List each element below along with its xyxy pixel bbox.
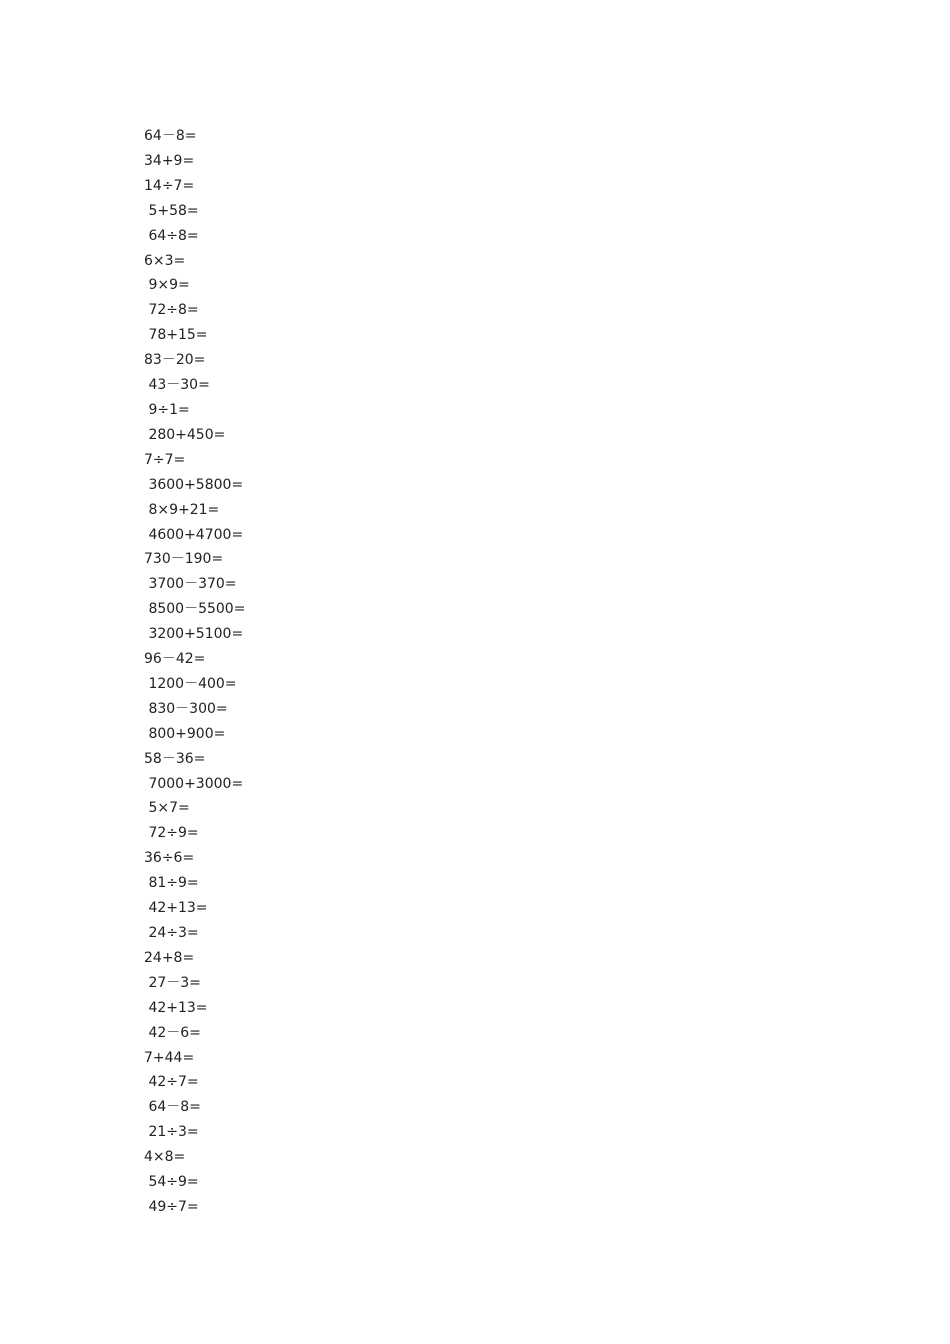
- arithmetic-problem: 42－6=: [144, 1024, 201, 1041]
- arithmetic-problem: 3200+5100=: [144, 626, 244, 643]
- arithmetic-problem: 54÷9=: [144, 1174, 199, 1191]
- arithmetic-problem: 27－3=: [144, 974, 201, 991]
- arithmetic-problem: 36÷6=: [144, 850, 195, 867]
- arithmetic-problem: 96－42=: [144, 651, 206, 668]
- arithmetic-problem: 14÷7=: [144, 177, 195, 194]
- arithmetic-problem: 34+9=: [144, 152, 195, 169]
- arithmetic-problem: 42+13=: [144, 900, 208, 917]
- arithmetic-problem: 72÷8=: [144, 302, 199, 319]
- arithmetic-problem: 7000+3000=: [144, 775, 244, 792]
- arithmetic-problem: 64÷8=: [144, 227, 199, 244]
- arithmetic-problem: 72÷9=: [144, 825, 199, 842]
- arithmetic-problem: 64－8=: [144, 128, 197, 144]
- arithmetic-problem: 830－300=: [144, 700, 228, 717]
- arithmetic-problem: 8500－5500=: [144, 601, 246, 618]
- arithmetic-problem: 42+13=: [144, 999, 208, 1016]
- arithmetic-problem: 7÷7=: [144, 451, 186, 468]
- arithmetic-problem: 7+44=: [144, 1049, 195, 1066]
- arithmetic-problem: 800+900=: [144, 725, 226, 742]
- arithmetic-problem: 81÷9=: [144, 875, 199, 892]
- arithmetic-problem: 9×9=: [144, 277, 190, 294]
- arithmetic-problem: 43－30=: [144, 377, 210, 394]
- arithmetic-problem: 64－8=: [144, 1099, 201, 1116]
- arithmetic-problem: 42÷7=: [144, 1074, 199, 1091]
- arithmetic-problem: 730－190=: [144, 551, 224, 568]
- arithmetic-problem: 9÷1=: [144, 401, 190, 418]
- arithmetic-problem: 3700－370=: [144, 576, 237, 593]
- arithmetic-problem: 4600+4700=: [144, 526, 244, 543]
- arithmetic-problem: 280+450=: [144, 426, 226, 443]
- arithmetic-problem: 8×9+21=: [144, 501, 220, 518]
- arithmetic-problem: 78+15=: [144, 327, 208, 344]
- arithmetic-problem: 83－20=: [144, 352, 206, 369]
- arithmetic-problem: 58－36=: [144, 750, 206, 767]
- arithmetic-problem: 21÷3=: [144, 1124, 199, 1141]
- arithmetic-problem: 3600+5800=: [144, 476, 244, 493]
- arithmetic-problem: 24+8=: [144, 949, 195, 966]
- arithmetic-problem: 5+58=: [144, 202, 199, 219]
- arithmetic-problem: 4×8=: [144, 1149, 186, 1166]
- arithmetic-problem: 5×7=: [144, 800, 190, 817]
- arithmetic-problem-list: [144, 125, 245, 1221]
- arithmetic-problem: 49÷7=: [144, 1198, 199, 1215]
- arithmetic-problem: 24÷3=: [144, 925, 199, 941]
- arithmetic-problem: 6×3=: [144, 252, 186, 269]
- arithmetic-problem: 1200－400=: [144, 675, 237, 692]
